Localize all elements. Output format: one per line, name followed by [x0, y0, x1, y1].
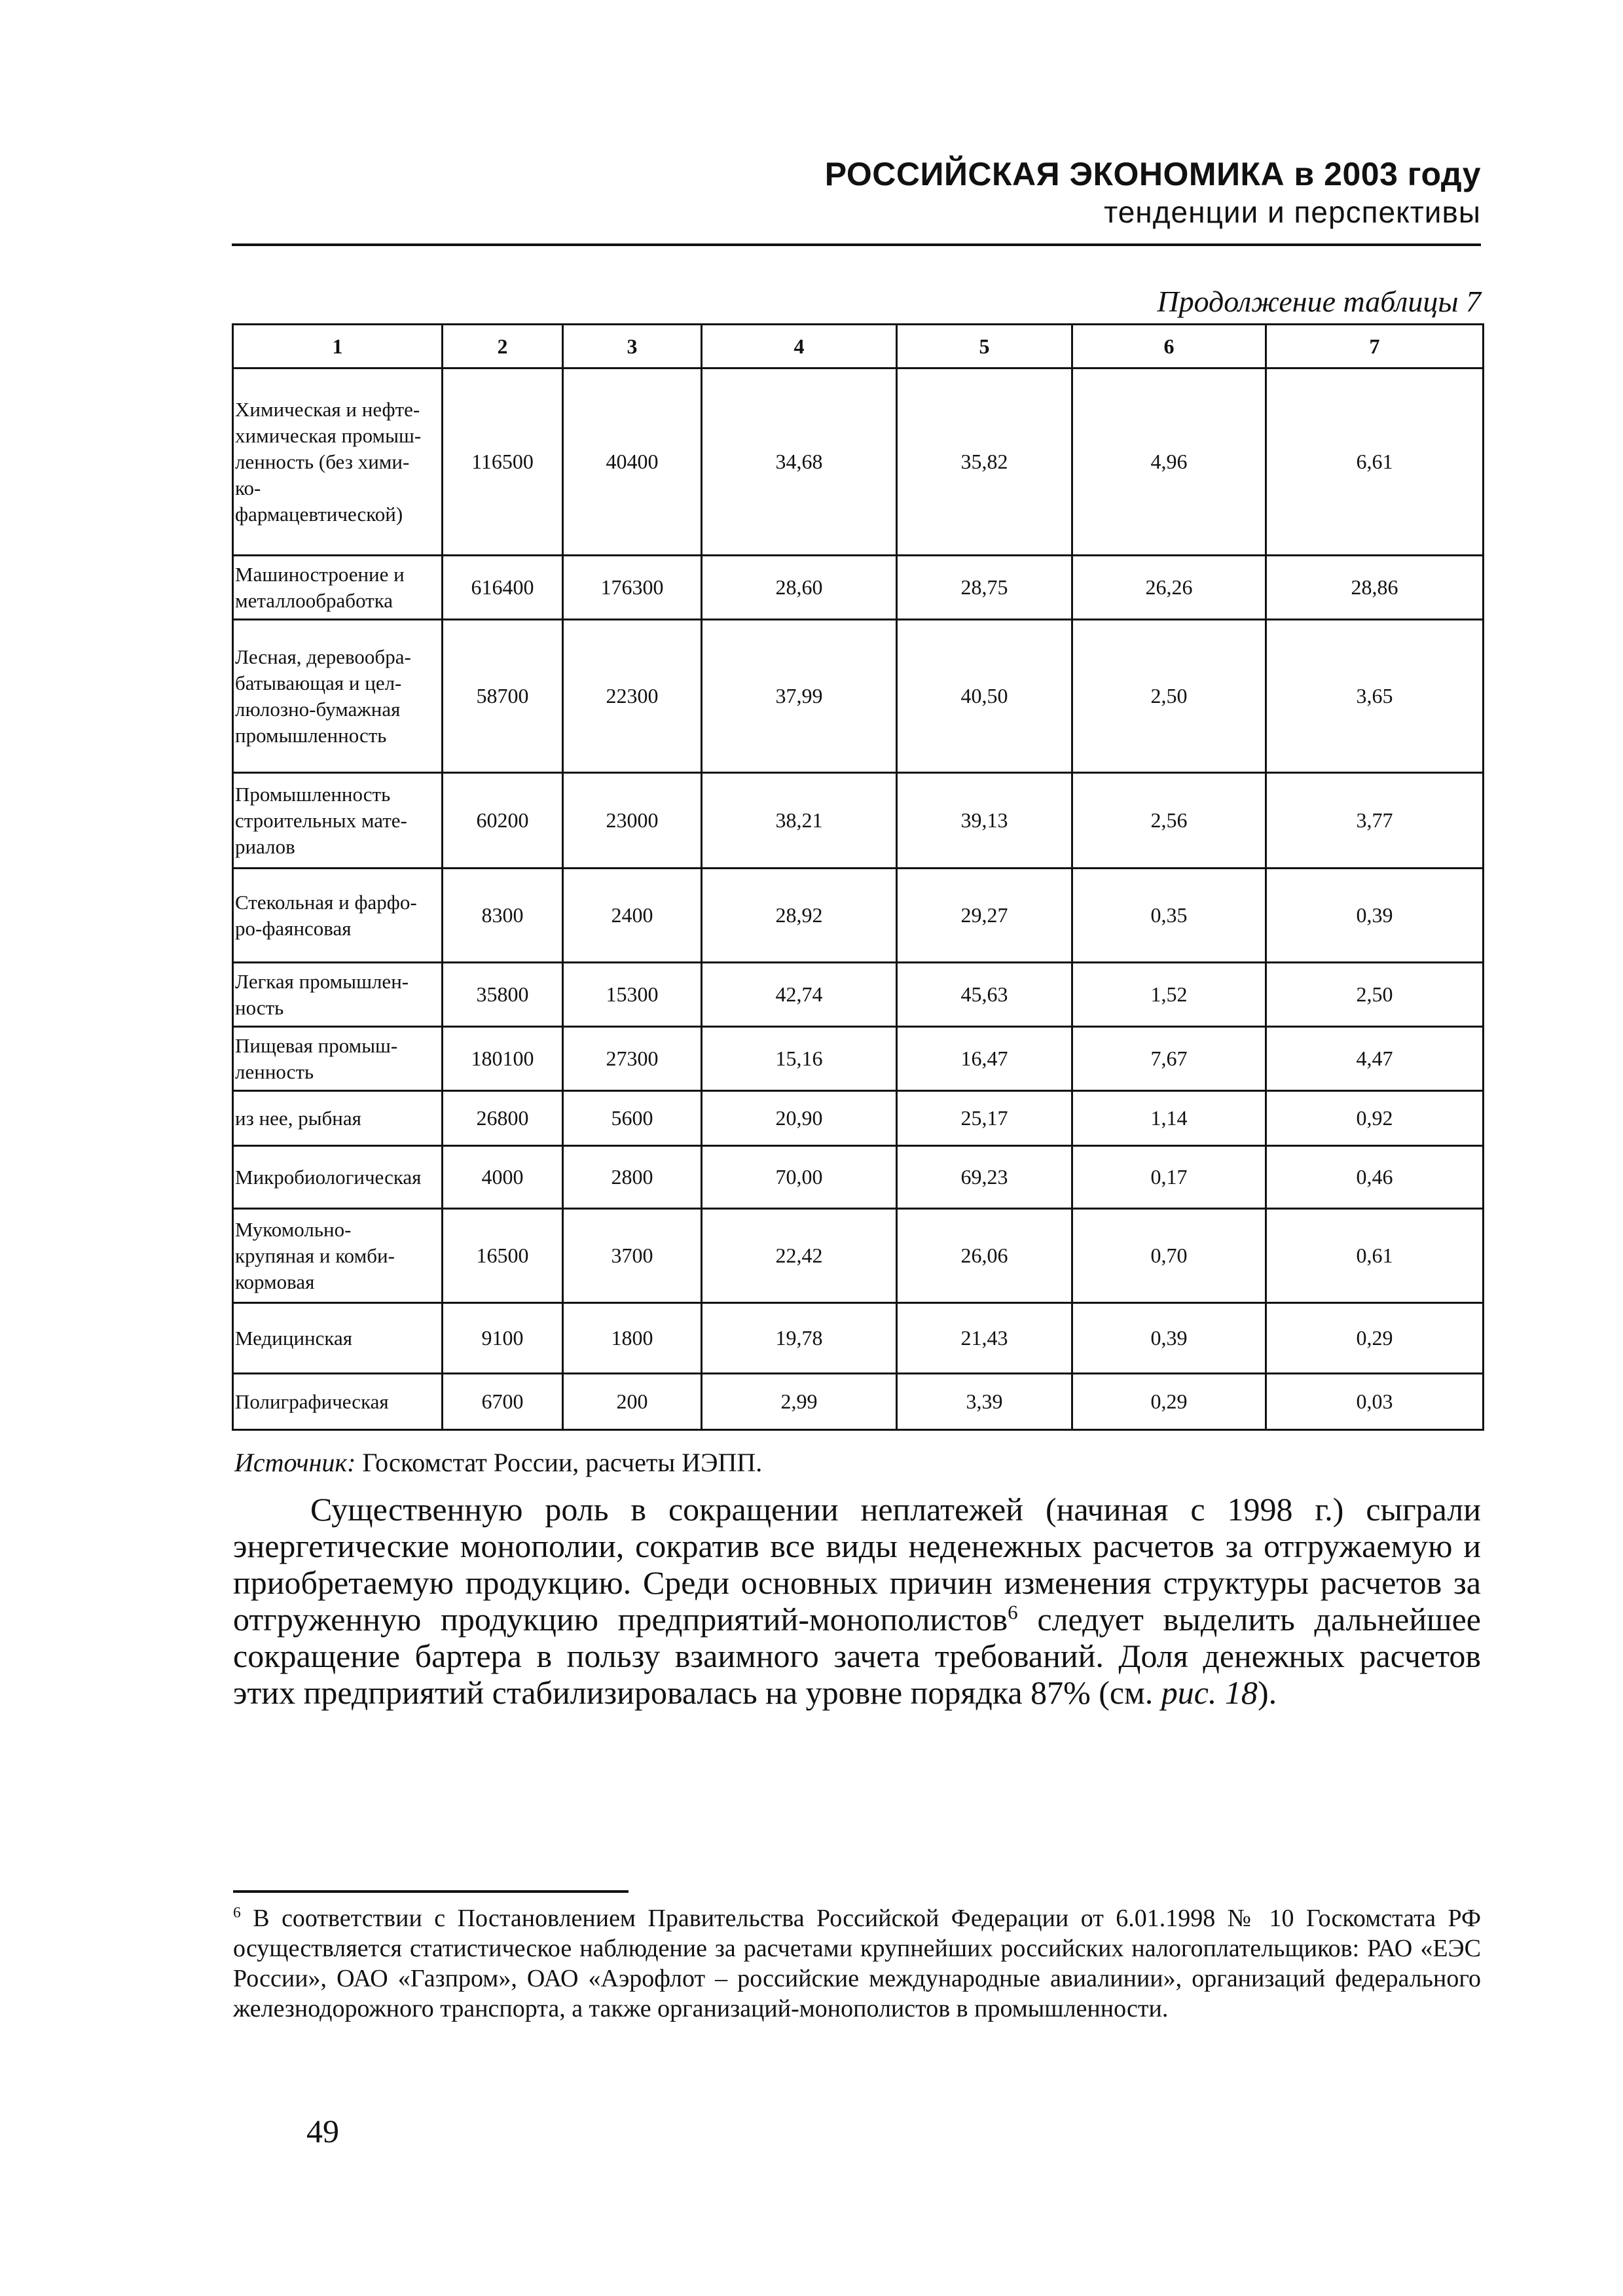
table-cell: 28,86	[1266, 556, 1484, 620]
table-cell: 26,26	[1072, 556, 1266, 620]
column-header: 3	[563, 325, 702, 368]
table-cell: 0,29	[1072, 1374, 1266, 1430]
table-cell: 1,52	[1072, 963, 1266, 1027]
industry-name: Стекольная и фарфо- ро-фаянсовая	[233, 869, 443, 963]
table-cell: 69,23	[897, 1146, 1072, 1209]
industry-name: Пищевая промыш- ленность	[233, 1027, 443, 1091]
table-cell: 2,50	[1072, 620, 1266, 773]
table-cell: 2,99	[702, 1374, 897, 1430]
table-cell: 1800	[563, 1303, 702, 1374]
table-row	[233, 1027, 1484, 1091]
table-cell: 3,39	[897, 1374, 1072, 1430]
industry-name: Лесная, деревообра- батывающая и цел- люлозно-бумажная промышленность	[233, 620, 443, 773]
table-cell: 35800	[443, 963, 563, 1027]
table-cell: 2800	[563, 1146, 702, 1209]
table-row	[233, 620, 1484, 773]
table-cell: 15300	[563, 963, 702, 1027]
table-cell: 2,50	[1266, 963, 1484, 1027]
column-header: 5	[897, 325, 1072, 368]
table-cell: 35,82	[897, 368, 1072, 556]
table-cell: 2,56	[1072, 773, 1266, 869]
source-label: Источник:	[234, 1448, 356, 1477]
table-cell: 0,46	[1266, 1146, 1484, 1209]
table-cell: 4,47	[1266, 1027, 1484, 1091]
table-cell: 22300	[563, 620, 702, 773]
table-cell: 15,16	[702, 1027, 897, 1091]
table-cell: 176300	[563, 556, 702, 620]
table-row	[233, 368, 1484, 556]
paragraph-part-3: ).	[1257, 1674, 1277, 1711]
industry-name: Микробиологическая	[233, 1146, 443, 1209]
table-header-row	[233, 325, 1484, 368]
table-cell: 116500	[443, 368, 563, 556]
table-cell: 4,96	[1072, 368, 1266, 556]
table-cell: 28,60	[702, 556, 897, 620]
figure-reference: рис. 18	[1161, 1674, 1258, 1711]
table-row	[233, 869, 1484, 963]
table-row	[233, 1209, 1484, 1303]
table-cell: 23000	[563, 773, 702, 869]
footnote-number: 6	[233, 1904, 241, 1922]
table-cell: 26,06	[897, 1209, 1072, 1303]
footnote-rule	[233, 1890, 629, 1893]
industry-name: Медицинская	[233, 1303, 443, 1374]
table-cell: 3,65	[1266, 620, 1484, 773]
source-text: Госкомстат России, расчеты ИЭПП.	[356, 1448, 763, 1477]
table-row	[233, 1091, 1484, 1146]
header-rule	[232, 243, 1481, 246]
page-number: 49	[306, 2113, 339, 2149]
footnote-reference[interactable]: 6	[1008, 1600, 1018, 1624]
table-row	[233, 1146, 1484, 1209]
industry-name: Легкая промышлен- ность	[233, 963, 443, 1027]
table-cell: 60200	[443, 773, 563, 869]
column-header: 6	[1072, 325, 1266, 368]
column-header: 4	[702, 325, 897, 368]
table-cell: 0,61	[1266, 1209, 1484, 1303]
running-header	[232, 154, 1481, 230]
footnote-text: В соответствии с Постановлением Правительства Российской Федерации от 6.01.1998 № 10 Госкомстата РФ осуществляется статистическое наблюдение за расчетами крупнейших российских налогоплательщиков: РАО «ЕЭС России», ОАО «Газпром», ОАО «Аэрофлот – российские международные авиалинии», организаций федерального железнодорожного транспорта, а также организаций-монополистов в промышленности.	[233, 1905, 1481, 2022]
table-cell: 34,68	[702, 368, 897, 556]
table-cell: 28,75	[897, 556, 1072, 620]
table-cell: 38,21	[702, 773, 897, 869]
table-cell: 16500	[443, 1209, 563, 1303]
table-cell: 1,14	[1072, 1091, 1266, 1146]
table-row	[233, 556, 1484, 620]
table-row	[233, 1303, 1484, 1374]
table-cell: 616400	[443, 556, 563, 620]
table-cell: 5600	[563, 1091, 702, 1146]
table-source	[234, 1446, 762, 1479]
industry-name: Машиностроение и металлообработка	[233, 556, 443, 620]
table-cell: 8300	[443, 869, 563, 963]
table-cell: 42,74	[702, 963, 897, 1027]
header-subtitle: тенденции и перспективы	[1104, 195, 1481, 229]
table-cell: 0,39	[1266, 869, 1484, 963]
industry-name: Химическая и нефте- химическая промыш- ленность (без хими- ко- фармацевтической)	[233, 368, 443, 556]
table-cell: 40400	[563, 368, 702, 556]
table-cell: 58700	[443, 620, 563, 773]
table-row	[233, 773, 1484, 869]
table-cell: 39,13	[897, 773, 1072, 869]
table-cell: 0,39	[1072, 1303, 1266, 1374]
table-cell: 2400	[563, 869, 702, 963]
industry-name: Мукомольно- крупяная и комби- кормовая	[233, 1209, 443, 1303]
table-cell: 0,70	[1072, 1209, 1266, 1303]
column-header: 1	[233, 325, 443, 368]
table-cell: 0,17	[1072, 1146, 1266, 1209]
table-cell: 6700	[443, 1374, 563, 1430]
table-cell: 9100	[443, 1303, 563, 1374]
table-cell: 70,00	[702, 1146, 897, 1209]
table-cell: 200	[563, 1374, 702, 1430]
header-title: РОССИЙСКАЯ ЭКОНОМИКА в 2003 году	[824, 156, 1481, 192]
industry-name: Полиграфическая	[233, 1374, 443, 1430]
table-cell: 37,99	[702, 620, 897, 773]
table-row	[233, 1374, 1484, 1430]
table-cell: 6,61	[1266, 368, 1484, 556]
table-cell: 29,27	[897, 869, 1072, 963]
paragraph-part-2: следует выделить дальнейшее сокращение бартера в пользу взаимного зачета требований. Доля денежных расчетов этих предприятий стабилизировалась на уровне порядка 87% (см.	[233, 1601, 1481, 1711]
table-cell: 22,42	[702, 1209, 897, 1303]
table-cell: 40,50	[897, 620, 1072, 773]
table-cell: 28,92	[702, 869, 897, 963]
table-cell: 45,63	[897, 963, 1072, 1027]
table-cell: 25,17	[897, 1091, 1072, 1146]
column-header: 7	[1266, 325, 1484, 368]
footnote	[233, 1903, 1481, 2024]
body-paragraph	[233, 1491, 1481, 1711]
table-cell: 26800	[443, 1091, 563, 1146]
table-cell: 0,35	[1072, 869, 1266, 963]
industry-name: из нее, рыбная	[233, 1091, 443, 1146]
table-row	[233, 963, 1484, 1027]
table-cell: 180100	[443, 1027, 563, 1091]
table-cell: 4000	[443, 1146, 563, 1209]
table-cell: 0,29	[1266, 1303, 1484, 1374]
table-cell: 7,67	[1072, 1027, 1266, 1091]
table-cell: 21,43	[897, 1303, 1072, 1374]
paragraph-part-1: Существенную роль в сокращении неплатежей (начиная с 1998 г.) сыграли энергетические монополии, сократив все виды неденежных расчетов за отгружаемую и приобретаемую продукцию. Среди основных причин изменения структуры расчетов за отгруженную продукцию предприятий-монополистов	[233, 1491, 1481, 1638]
table-cell: 0,03	[1266, 1374, 1484, 1430]
table-cell: 19,78	[702, 1303, 897, 1374]
table-cell: 0,92	[1266, 1091, 1484, 1146]
table-cell: 20,90	[702, 1091, 897, 1146]
table-caption: Продолжение таблицы 7	[1157, 285, 1481, 318]
table-cell: 27300	[563, 1027, 702, 1091]
table-cell: 3,77	[1266, 773, 1484, 869]
table-cell: 3700	[563, 1209, 702, 1303]
industry-name: Промышленность строительных мате- риалов	[233, 773, 443, 869]
data-table	[232, 323, 1484, 1431]
table-cell: 16,47	[897, 1027, 1072, 1091]
column-header: 2	[443, 325, 563, 368]
